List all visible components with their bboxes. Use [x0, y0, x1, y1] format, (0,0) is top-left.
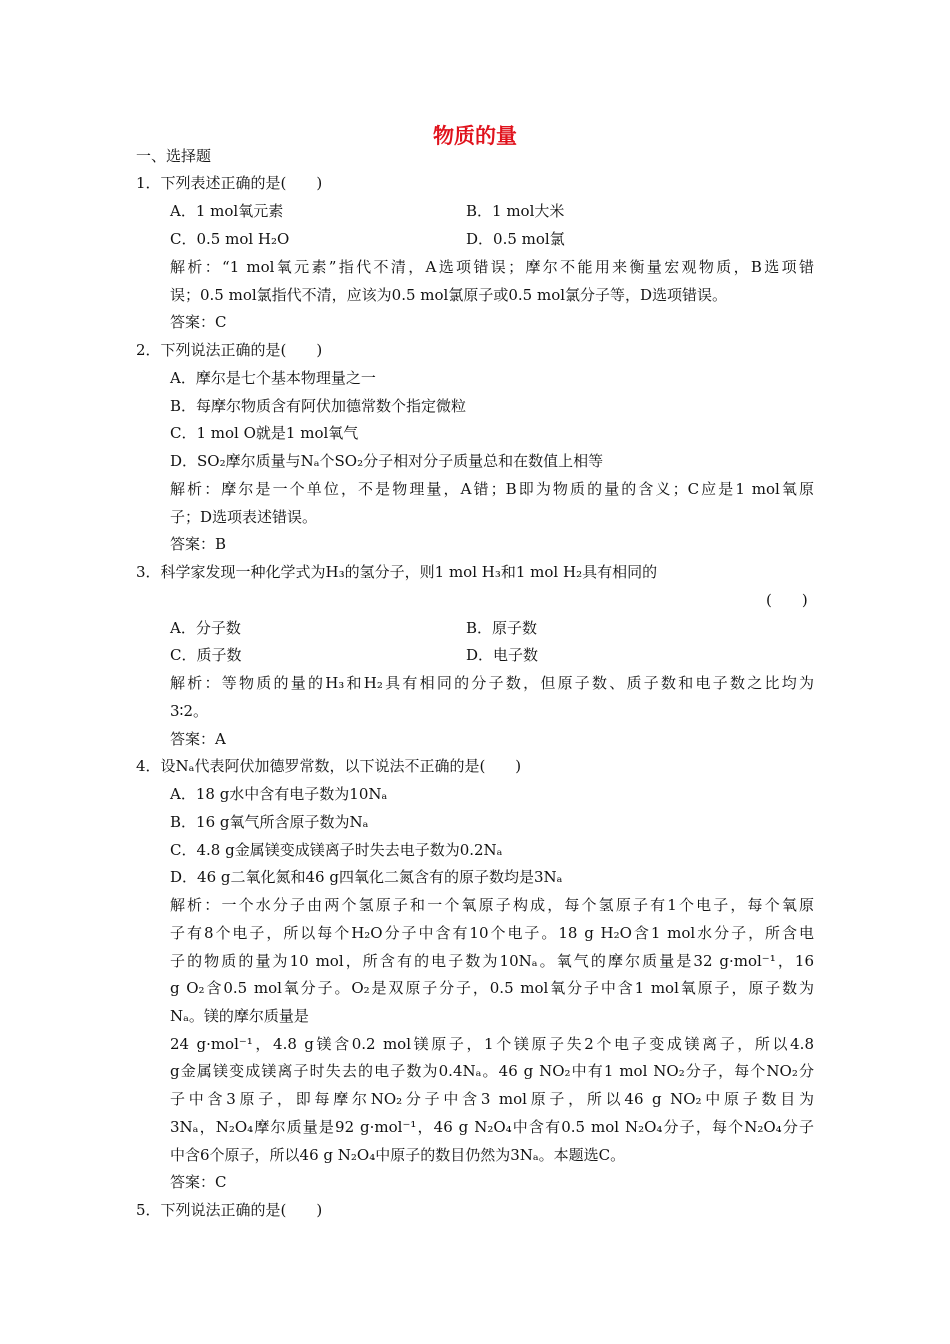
q4-option-a: A．18 g水中含有电子数为10Nₐ [170, 785, 388, 803]
q2-option-a: A．摩尔是七个基本物理量之一 [170, 369, 376, 387]
q3-option-b: B．原子数 [466, 619, 538, 637]
q4-option-c: C．4.8 g金属镁变成镁离子时失去电子数为0.2Nₐ [170, 841, 503, 859]
q2-option-b: B．每摩尔物质含有阿伏加德常数个指定微粒 [170, 397, 467, 415]
section-heading: 一、选择题 [136, 147, 212, 165]
q3-analysis-line: 3∶2。 [170, 702, 208, 720]
q4-analysis-line: 子中含3原子，即每摩尔NO₂分子中含3 mol原子，所以46 g NO₂中原子数目为 [170, 1090, 814, 1108]
q2-option-c: C．1 mol O就是1 mol氧气 [170, 424, 359, 442]
q3-analysis-line: 解析：等物质的量的H₃和H₂具有相同的分子数，但原子数、质子数和电子数之比均为 [170, 674, 814, 692]
q1-option-d: D．0.5 mol氯 [466, 230, 565, 248]
q4-stem: 4．设Nₐ代表阿伏加德罗常数，以下说法不正确的是( ) [136, 757, 522, 775]
q2-option-d: D．SO₂摩尔质量与Nₐ个SO₂分子相对分子质量总和在数值上相等 [170, 452, 604, 470]
q1-option-a: A．1 mol氧元素 [170, 202, 284, 220]
q3-option-a: A．分子数 [170, 619, 241, 637]
document-title: 物质的量 [433, 124, 517, 148]
q1-analysis-line: 解析：“1 mol氧元素”指代不清，A选项错误；摩尔不能用来衡量宏观物质，B选项错 [170, 258, 814, 276]
q1-answer: 答案：C [170, 313, 227, 331]
q5-stem: 5．下列说法正确的是( ) [136, 1201, 323, 1219]
q3-answer-paren: ( ) [766, 591, 808, 609]
q4-analysis-line: 3Nₐ，N₂O₄摩尔质量是92 g·mol⁻¹，46 g N₂O₄中含有0.5 mol N₂O₄分子，每个N₂O₄分子 [170, 1118, 814, 1136]
q3-stem: 3．科学家发现一种化学式为H₃的氢分子，则1 mol H₃和1 mol H₂具有相同的 [136, 563, 658, 581]
q4-analysis-line: g金属镁变成镁离子时失去的电子数为0.4Nₐ。46 g NO₂中有1 mol NO₂分子，每个NO₂分 [170, 1062, 814, 1080]
q3-option-c: C．质子数 [170, 646, 242, 664]
q4-analysis-line: 子的物质的量为10 mol，所含有的电子数为10Nₐ。氧气的摩尔质量是32 g·mol⁻¹，16 [170, 952, 814, 970]
q1-option-b: B．1 mol大米 [466, 202, 565, 220]
q3-answer: 答案：A [170, 730, 226, 748]
q1-option-c: C．0.5 mol H₂O [170, 230, 290, 248]
q4-analysis-line: 解析：一个水分子由两个氢原子和一个氧原子构成，每个氢原子有1个电子，每个氧原 [170, 896, 814, 914]
q4-option-d: D．46 g二氧化氮和46 g四氧化二氮含有的原子数均是3Nₐ [170, 868, 563, 886]
q2-stem: 2．下列说法正确的是( ) [136, 341, 323, 359]
q4-analysis-line: Nₐ。镁的摩尔质量是 [170, 1007, 309, 1025]
q4-analysis-line: 中含6个原子，所以46 g N₂O₄中原子的数目仍然为3Nₐ。本题选C。 [170, 1146, 626, 1164]
q2-analysis-line: 解析：摩尔是一个单位，不是物理量，A错；B即为物质的量的含义；C应是1 mol氧原 [170, 480, 814, 498]
q4-analysis-line: 子有8个电子，所以每个H₂O分子中含有10个电子。18 g H₂O含1 mol水分子，所含电 [170, 924, 814, 942]
q4-option-b: B．16 g氧气所含原子数为Nₐ [170, 813, 369, 831]
q4-analysis-line: 24 g·mol⁻¹，4.8 g镁含0.2 mol镁原子，1个镁原子失2个电子变成镁离子，所以4.8 [170, 1035, 814, 1053]
q3-option-d: D．电子数 [466, 646, 539, 664]
q1-stem: 1．下列表述正确的是( ) [136, 174, 323, 192]
q2-analysis-line: 子；D选项表述错误。 [170, 508, 318, 526]
q2-answer: 答案：B [170, 535, 227, 553]
q4-analysis-line: g O₂含0.5 mol氧分子。O₂是双原子分子，0.5 mol氧分子中含1 mol氧原子，原子数为 [170, 979, 814, 997]
q4-answer: 答案：C [170, 1173, 227, 1191]
q1-analysis-line: 误；0.5 mol氯指代不清，应该为0.5 mol氯原子或0.5 mol氯分子等，D选项错误。 [170, 286, 728, 304]
